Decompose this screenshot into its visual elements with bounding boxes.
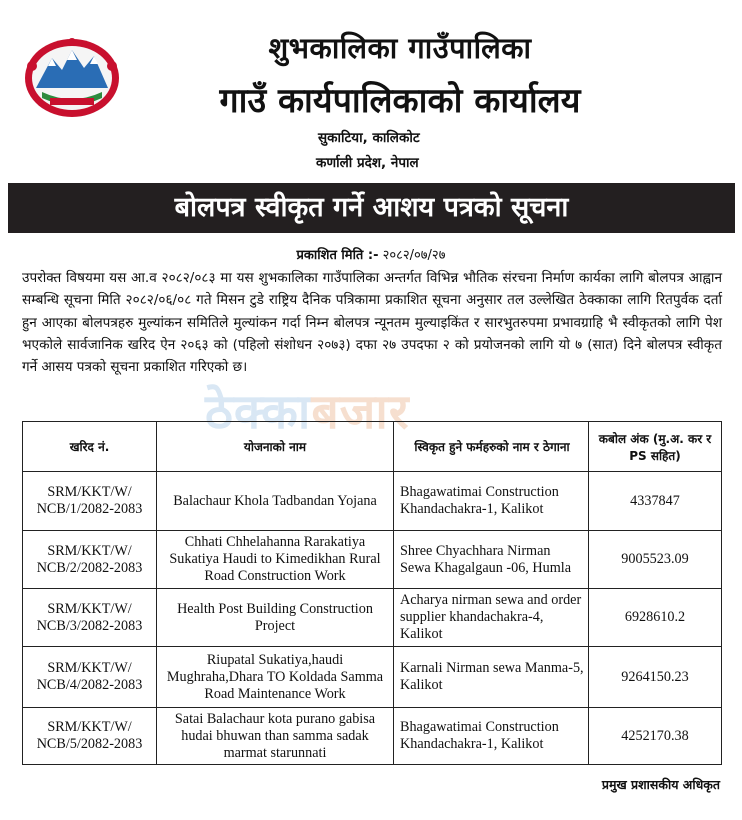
firm: Bhagawatimai Construction Khandachakra-1, Kalikot [394, 708, 589, 765]
notice-title: बोलपत्र स्वीकृत गर्ने आशय पत्रको सूचना [8, 183, 735, 233]
procurement-no: SRM/KKT/W/ NCB/3/2082-2083 [23, 589, 157, 647]
notice-body: उपरोक्त विषयमा यस आ.व २०८२/०८३ मा यस शुभकालिका गाउँपालिका अन्तर्गत विभिन्न भौतिक संरचना निर्माण कार्यका लागि बोलपत्र आह्वान सम्बन्धि सूचना मिति २०८२/०६/०८ गते मिसन टुडे राष्ट्रिय दैनिक पत्रिकामा प्रकाशित सूचना अनुसार तल उल्लेखित ठेक्काका लागि रितपुर्वक दर्ता हुन आएका बोलपत्रहरु मुल्यांकन समितिले मुल्यांकन गर्दा निम्न बोलपत्र न्यूनतम मुल्याइकिंत र सारभुतरुपमा प्रभावग्राहि भै स्वीकृतको लागि पेश भएकोले सार्वजानिक खरिद ऐन २०६३ को (पहिलो संशोधन २०७३) दफा २७ उपदफा २ को प्रयोजनको लागि यो ७ (सात) दिने बोलपत्र स्वीकृत गर्ने आसय पत्रको सूचना प्रकाशित गरिएको छ। [22, 270, 722, 376]
bid-amount: 4252170.38 [589, 708, 722, 765]
project-name: Chhati Chhelahanna Rarakatiya Sukatiya Haudi to Kimedikhan Rural Road Construction Work [157, 531, 394, 589]
firm: Shree Chyachhara Nirman Sewa Khagalgaun -06, Humla [394, 531, 589, 589]
firm: Bhagawatimai Construction Khandachakra-1, Kalikot [394, 472, 589, 531]
published-date-label: प्रकाशित मिति :- [296, 248, 379, 263]
firm: Karnali Nirman sewa Manma-5, Kalikot [394, 647, 589, 708]
bid-amount: 6928610.2 [589, 589, 722, 647]
header-bid-amount: कबोल अंक (मु.अ. कर र PS सहित) [589, 422, 722, 472]
procurement-no: SRM/KKT/W/ NCB/4/2082-2083 [23, 647, 157, 708]
address-line-2: कर्णाली प्रदेश, नेपाल [316, 155, 419, 171]
project-name: Balachaur Khola Tadbandan Yojana [157, 472, 394, 531]
office-name: गाउँ कार्यपालिकाको कार्यालय [219, 81, 581, 121]
table-row [23, 708, 722, 765]
table-header-row [23, 422, 722, 472]
bid-amount: 9264150.23 [589, 647, 722, 708]
municipality-name: शुभकालिका गाउँपालिका [268, 31, 532, 65]
letterhead [0, 0, 742, 178]
header-procurement-no: खरिद नं. [23, 422, 157, 472]
address-line-1: सुकाटिया, कालिकोट [318, 130, 420, 146]
published-date-value: २०८२/०७/२७ [382, 248, 446, 263]
nepal-emblem-icon [22, 36, 122, 120]
header-firm: स्विकृत हुने फर्महरुको नाम र ठेगाना [394, 422, 589, 472]
project-name: Riupatal Sukatiya,haudi Mughraha,Dhara TO Koldada Samma Road Maintenance Work [157, 647, 394, 708]
firm: Acharya nirman sewa and order supplier khandachakra-4, Kalikot [394, 589, 589, 647]
table-row [23, 472, 722, 531]
bid-amount: 9005523.09 [589, 531, 722, 589]
signatory-title: प्रमुख प्रशासकीय अधिकृत [601, 777, 720, 792]
table-row [23, 589, 722, 647]
watermark-part-1: ठेक्का [205, 384, 312, 440]
watermark-part-2: बजार [311, 384, 410, 440]
bid-amount: 4337847 [589, 472, 722, 531]
procurement-no: SRM/KKT/W/ NCB/2/2082-2083 [23, 531, 157, 589]
project-name: Health Post Building Construction Project [157, 589, 394, 647]
procurement-no: SRM/KKT/W/ NCB/1/2082-2083 [23, 472, 157, 531]
header-project-name: योजनाको नाम [157, 422, 394, 472]
procurement-no: SRM/KKT/W/ NCB/5/2082-2083 [23, 708, 157, 765]
project-name: Satai Balachaur kota purano gabisa hudai bhuwan than samma sadak marmat starunnati [157, 708, 394, 765]
table-row [23, 531, 722, 589]
approved-bids-table [22, 421, 722, 765]
published-date [0, 245, 742, 263]
table-row [23, 647, 722, 708]
